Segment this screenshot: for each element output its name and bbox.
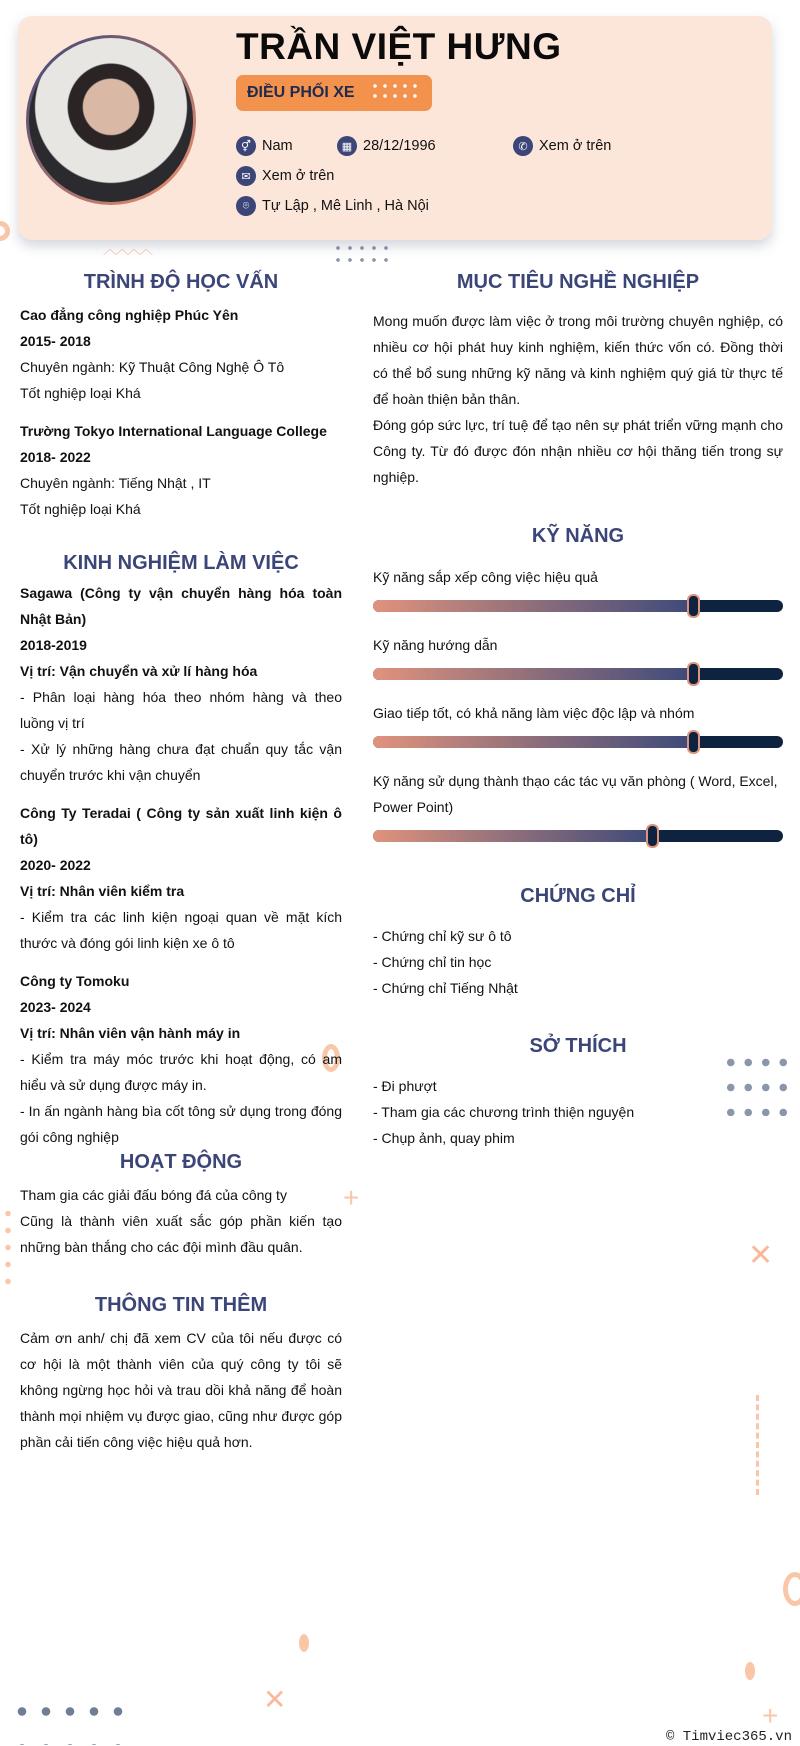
education-item — [20, 418, 342, 522]
activities-section — [20, 1182, 342, 1260]
grade: Tốt nghiệp loại Khá — [20, 385, 141, 401]
certificate-item: - Chứng chỉ kỹ sư ô tô — [373, 928, 512, 944]
description: - Phân loại hàng hóa theo nhóm hàng và theo luồng vị trí — [20, 689, 342, 731]
gender-icon: ⚥ — [236, 136, 256, 156]
avatar — [26, 35, 196, 205]
education-heading: TRÌNH ĐỘ HỌC VẤN — [83, 271, 279, 293]
certificates-heading: CHỨNG CHỈ — [520, 885, 636, 907]
skill-label: Kỹ năng sử dụng thành thạo các tác vụ văn phòng ( Word, Excel, Power Point) — [373, 773, 778, 815]
decor-zigzag: ︿︿︿︿ — [103, 241, 151, 257]
major: Chuyên ngành: Tiếng Nhật , IT — [20, 475, 211, 491]
description: - Xử lý những hàng chưa đạt chuẩn quy tắc vận chuyển trước khi vận chuyển — [20, 741, 342, 783]
work-time: 2018-2019 — [20, 637, 87, 653]
watermark: © Timviec365.vn — [665, 1729, 792, 1745]
certificates-list — [373, 923, 783, 1001]
skill-knob — [687, 594, 700, 618]
grade: Tốt nghiệp loại Khá — [20, 501, 141, 517]
activities-heading: HOẠT ĐỘNG — [119, 1151, 243, 1173]
address: Tự Lập , Mê Linh , Hà Nội — [262, 198, 429, 214]
candidate-name: TRẦN VIỆT HƯNG — [236, 26, 562, 67]
study-time: 2018- 2022 — [20, 449, 91, 465]
skill-label: Kỹ năng hướng dẫn — [373, 637, 498, 653]
skill-knob — [687, 662, 700, 686]
location-icon: ⌾ — [236, 196, 256, 216]
hobby-item: - Tham gia các chương trình thiện nguyện — [373, 1104, 635, 1120]
education-section — [20, 302, 342, 522]
company: Công ty Tomoku — [20, 973, 130, 989]
decor-x: ✕ — [263, 1684, 287, 1715]
experience-section — [20, 580, 342, 1150]
study-time: 2015- 2018 — [20, 333, 91, 349]
work-time: 2023- 2024 — [20, 999, 91, 1015]
decor-oval — [745, 1662, 755, 1680]
gender: Nam — [262, 138, 293, 154]
school: Trường Tokyo International Language College — [20, 423, 327, 439]
hobby-item: - Đi phượt — [373, 1078, 437, 1094]
skill-knob — [646, 824, 659, 848]
skill-bar — [373, 830, 783, 842]
school: Cao đẳng công nghiệp Phúc Yên — [20, 307, 239, 323]
phone-icon: ✆ — [513, 136, 533, 156]
role: Vị trí: Nhân viên vận hành máy in — [20, 1025, 241, 1041]
decor-oval — [299, 1634, 309, 1652]
activity-line: Cũng là thành viên xuất sắc góp phần kiến tạo những bàn thắng cho các đội mình đầu quân. — [20, 1213, 342, 1255]
decor-x: ✕ — [748, 1239, 774, 1272]
certificate-item: - Chứng chỉ tin học — [373, 954, 492, 970]
decor-zigzag-vertical — [756, 1395, 770, 1495]
extra-info-text: Cảm ơn anh/ chị đã xem CV của tôi nếu được có cơ hội là một thành viên của quý công ty tôi sẽ không ngừng học hỏi và trau dồi khả năng để hoàn thành mọi nhiệm vụ được giao, cũng như được góp phần cải tiến công việc hiệu quả hơn. — [20, 1330, 342, 1450]
decor-ring — [783, 1572, 800, 1606]
position-badge — [236, 75, 432, 111]
work-time: 2020- 2022 — [20, 857, 91, 873]
badge-dots — [370, 81, 422, 103]
hobbies-heading: SỞ THÍCH — [529, 1035, 627, 1057]
objective-heading: MỤC TIÊU NGHỀ NGHIỆP — [456, 271, 700, 293]
education-item — [20, 302, 342, 406]
company: Sagawa (Công ty vận chuyển hàng hóa toàn Nhật Bản) — [20, 585, 342, 627]
skill-bar — [373, 600, 783, 612]
skill-label: Kỹ năng sắp xếp công việc hiệu quả — [373, 569, 598, 585]
email-icon: ✉ — [236, 166, 256, 186]
company: Công Ty Teradai ( Công ty sản xuất linh kiện ô tô) — [20, 805, 342, 847]
certificate-item: - Chứng chỉ Tiếng Nhật — [373, 980, 518, 996]
skill-label: Giao tiếp tốt, có khả năng làm việc độc lập và nhóm — [373, 705, 695, 721]
skill-bar — [373, 736, 783, 748]
objective-line: Đóng góp sức lực, trí tuệ để tạo nên sự phát triển vững mạnh cho Công ty. Từ đó được đón nhận nhiều cơ hội thăng tiến trong sự nghiệp. — [373, 417, 783, 485]
skill-bar — [373, 668, 783, 680]
activity-line: Tham gia các giải đấu bóng đá của công ty — [20, 1187, 287, 1203]
objective-line: Mong muốn được làm việc ở trong môi trường chuyên nghiệp, có nhiều cơ hội phát huy kinh nghiệm, kiến thức vốn có. Đồng thời có thể bổ sung những kỹ năng và kinh nghiệm quý giá từ thực tế để hoàn thiện bản thân. — [373, 313, 783, 407]
skill-knob — [687, 730, 700, 754]
position-title: ĐIỀU PHỐI XE — [247, 84, 355, 101]
birthday: 28/12/1996 — [363, 138, 436, 154]
experience-heading: KINH NGHIỆM LÀM VIỆC — [63, 552, 299, 574]
decor-dots-vertical — [5, 1205, 11, 1290]
calendar-icon: ▦ — [337, 136, 357, 156]
description: - Kiểm tra các linh kiện ngoại quan về mặt kích thước và đóng gói linh kiện xe ô tô — [20, 909, 342, 951]
role: Vị trí: Nhân viên kiểm tra — [20, 883, 185, 899]
objective-section — [373, 308, 783, 490]
email: Xem ở trên — [262, 168, 335, 184]
decor-plus: + — [762, 1700, 779, 1731]
hobby-item: - Chụp ảnh, quay phim — [373, 1130, 515, 1146]
decor-dots — [10, 1693, 130, 1745]
decor-plus: + — [343, 1182, 360, 1213]
phone: Xem ở trên — [539, 138, 612, 154]
experience-item — [20, 968, 342, 1150]
major: Chuyên ngành: Kỹ Thuật Công Nghệ Ô Tô — [20, 359, 285, 375]
skills-heading: KỸ NĂNG — [531, 525, 625, 547]
hobbies-list — [373, 1073, 783, 1151]
description: - In ấn ngành hàng bìa cốt tông sử dụng trong đóng gói công nghiệp — [20, 1103, 342, 1145]
decor-ring — [0, 221, 10, 241]
role: Vị trí: Vận chuyển và xử lí hàng hóa — [20, 663, 258, 679]
description: - Kiểm tra máy móc trước khi hoạt động, có am hiểu và sử dụng được máy in. — [20, 1051, 342, 1093]
extra-info-heading: THÔNG TIN THÊM — [94, 1294, 268, 1316]
experience-item — [20, 580, 342, 788]
experience-item — [20, 800, 342, 956]
